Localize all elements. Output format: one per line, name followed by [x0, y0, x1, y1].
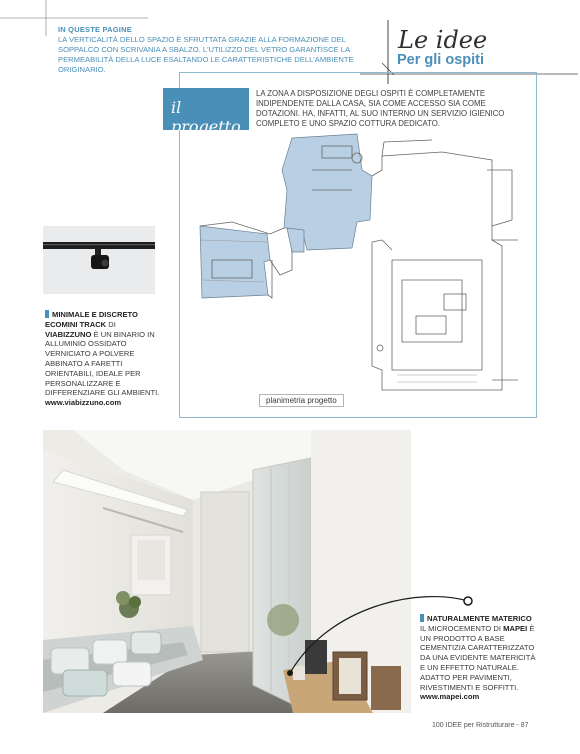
track-url[interactable]: www.viabizzuno.com — [45, 398, 122, 408]
mapei-text: È UN PRODOTTO A BASE CEMENTIZIA CARATTERIZZATO DA UNA EVIDENTE MATERICITÀ E UN EFFETTO NATURALE. ADATTO PER PAVIMENTI, RIVESTIMENTI E SOFFITTI. — [420, 623, 536, 692]
track-light-photo — [43, 226, 155, 294]
mapei-brand: MAPEI — [503, 623, 528, 633]
bullet-square — [45, 310, 49, 318]
mapei-prefix: IL MICROCEMENTO DI — [420, 623, 502, 633]
project-tag-label: il progetto — [171, 98, 241, 136]
mapei-url[interactable]: www.mapei.com — [420, 692, 480, 702]
track-brand: VIABIZZUNO — [45, 329, 92, 339]
mapei-product-info — [420, 614, 538, 702]
track-brand-prefix: DI — [108, 319, 116, 329]
project-description: LA ZONA A DISPOSIZIONE DEGLI OSPITI È COMPLETAMENTE INDIPENDENTE DALLA CASA, SIA COME ACCESSO SIA COME DOTAZIONI. HA, INFATTI, AL SUO INTERNO UN SERVIZIO IGIENICO COMPLETO E UNO SPAZIO COTTURA DEDICATO. — [256, 89, 505, 128]
track-text: È UN BINARIO IN ALLUMINIO OSSIDATO VERNICIATO A POLVERE ABBINATO A FARETTI ORIENTABILI, IDEALE PER PERSONALIZZARE E DIFFERENZIARE GLI AMBIENTI. — [45, 329, 160, 398]
track-name: ECOMINI TRACK — [45, 319, 107, 329]
floor-plan — [192, 130, 532, 400]
track-title: MINIMALE E DISCRETO — [52, 310, 138, 319]
intro-label: IN QUESTE PAGINE — [58, 25, 132, 34]
intro-block — [58, 25, 378, 75]
mapei-title: NATURALMENTE MATERICO — [427, 614, 532, 623]
section-title: Le idee — [398, 26, 488, 54]
section-subtitle: Per gli ospiti — [397, 52, 485, 68]
track-product-info — [45, 310, 163, 408]
intro-text: LA VERTICALITÀ DELLO SPAZIO È SFRUTTATA GRAZIE ALLA FORMAZIONE DEL SOPPALCO CON SCRIVANIA A SBALZO. L'UTILIZZO DEL VETRO GARANTISCE LA PERMEABILITÀ DELLA LUCE ESALTANDO LE CARATTERISTICHE DELL'AMBIENTE ORIGINARIO. — [58, 35, 354, 74]
project-tag — [163, 88, 249, 136]
bullet-square — [420, 614, 424, 622]
page-footer: 100 IDEE per Ristrutturare - 87 — [432, 722, 529, 729]
plan-label: planimetria progetto — [259, 394, 344, 407]
